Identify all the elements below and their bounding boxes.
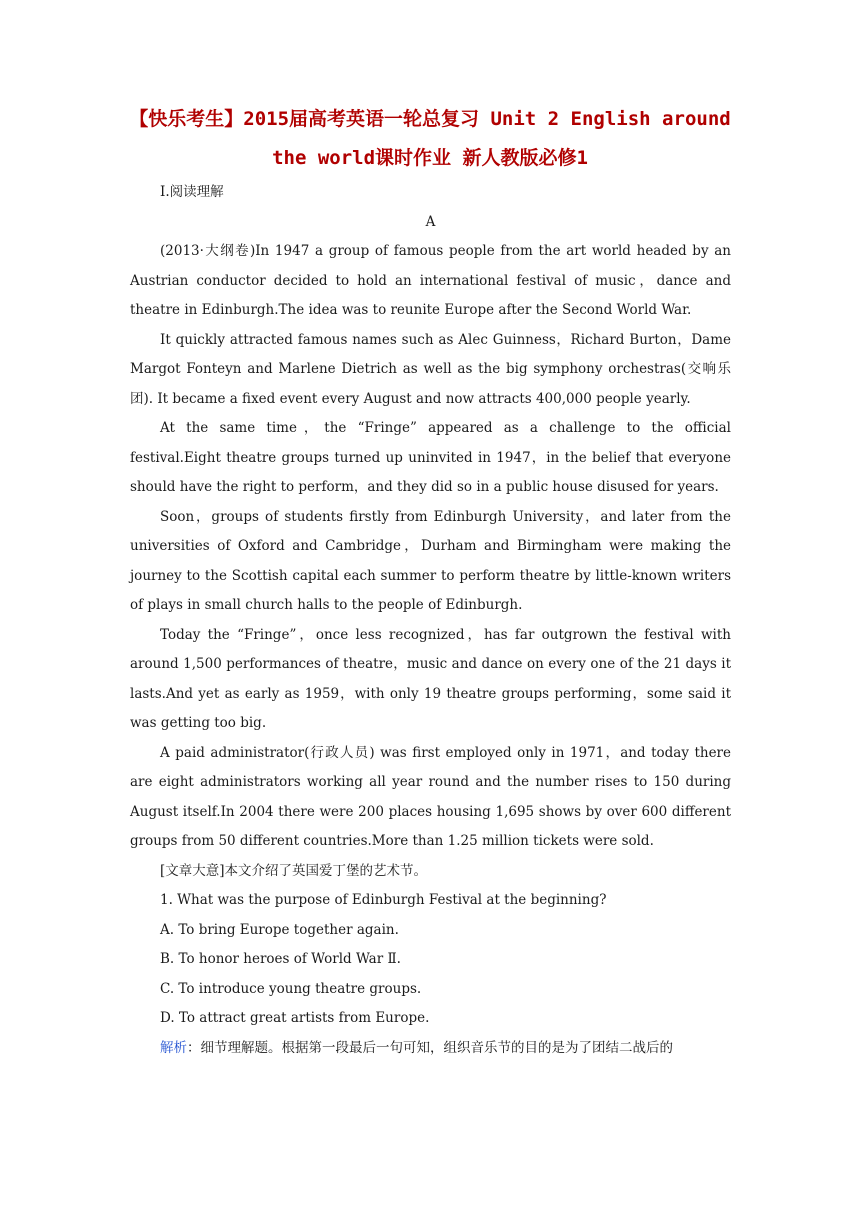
section-heading: Ⅰ.阅读理解 <box>160 184 224 200</box>
option-b: B. To honor heroes of World War Ⅱ. <box>160 951 401 967</box>
paragraph: A paid administrator(行政人员) was first employed only in 1971，and today there are eight administrators working all year round and the number rises to 150 during August itself.In 2004 there were 200 places housing 1,695 shows by over 600 different groups from 50 different countries.More than 1.25 million tickets were sold. <box>130 744 731 849</box>
paragraph: Soon，groups of students firstly from Edinburgh University，and later from the universities of Oxford and Cambridge，Durham and Birmingham were making the journey to the Scottish capital each summer to perform theatre by little-known writers of plays in small church halls to the people of Edinburgh. <box>130 508 731 613</box>
answer-explanation <box>130 1034 731 1064</box>
passage-summary: [文章大意]本文介绍了英国爱丁堡的艺术节。 <box>160 862 428 879</box>
document-title <box>120 100 740 178</box>
paragraph: At the same time，the “Fringe” appeared as a challenge to the official festival.Eight theatre groups turned up uninvited in 1947，in the belief that everyone should have the right to perform，and they did so in a public house disused for years. <box>130 420 731 495</box>
option-a: A. To bring Europe together again. <box>160 921 399 938</box>
paragraph: Today the “Fringe”，once less recognized，has far outgrown the festival with around 1,500 performances of theatre，music and dance on every one of the 21 days it lasts.And yet as early as 1959，with only 19 theatre groups performing，some said it was getting too big. <box>130 626 731 731</box>
title-line-2: the world课时作业 新人教版必修1 <box>272 147 588 169</box>
title-line-1: 【快乐考生】2015届高考英语一轮总复习 Unit 2 English around <box>129 108 731 130</box>
paragraph: (2013·大纲卷)In 1947 a group of famous people from the art world headed by an Austrian conductor decided to hold an international festival of music，dance and theatre in Edinburgh.The idea was to reunite Europe after the Second World War. <box>130 243 731 318</box>
passage-label: A <box>425 213 436 230</box>
option-c: C. To introduce young theatre groups. <box>160 980 422 997</box>
option-d: D. To attract great artists from Europe. <box>160 1010 430 1026</box>
paragraph: It quickly attracted famous names such as Alec Guinness，Richard Burton，Dame Margot Fonteyn and Marlene Dietrich as well as the big symphony orchestras(交响乐团). It became a fixed event every August and now attracts 400,000 people yearly. <box>130 331 731 407</box>
document-body <box>130 178 731 1063</box>
answer-text: ：细节理解题。根据第一段最后一句可知，组织音乐节的目的是为了团结二战后的 <box>187 1039 673 1056</box>
question-stem: 1. What was the purpose of Edinburgh Festival at the beginning? <box>160 892 607 908</box>
answer-label: 解析 <box>160 1039 187 1056</box>
